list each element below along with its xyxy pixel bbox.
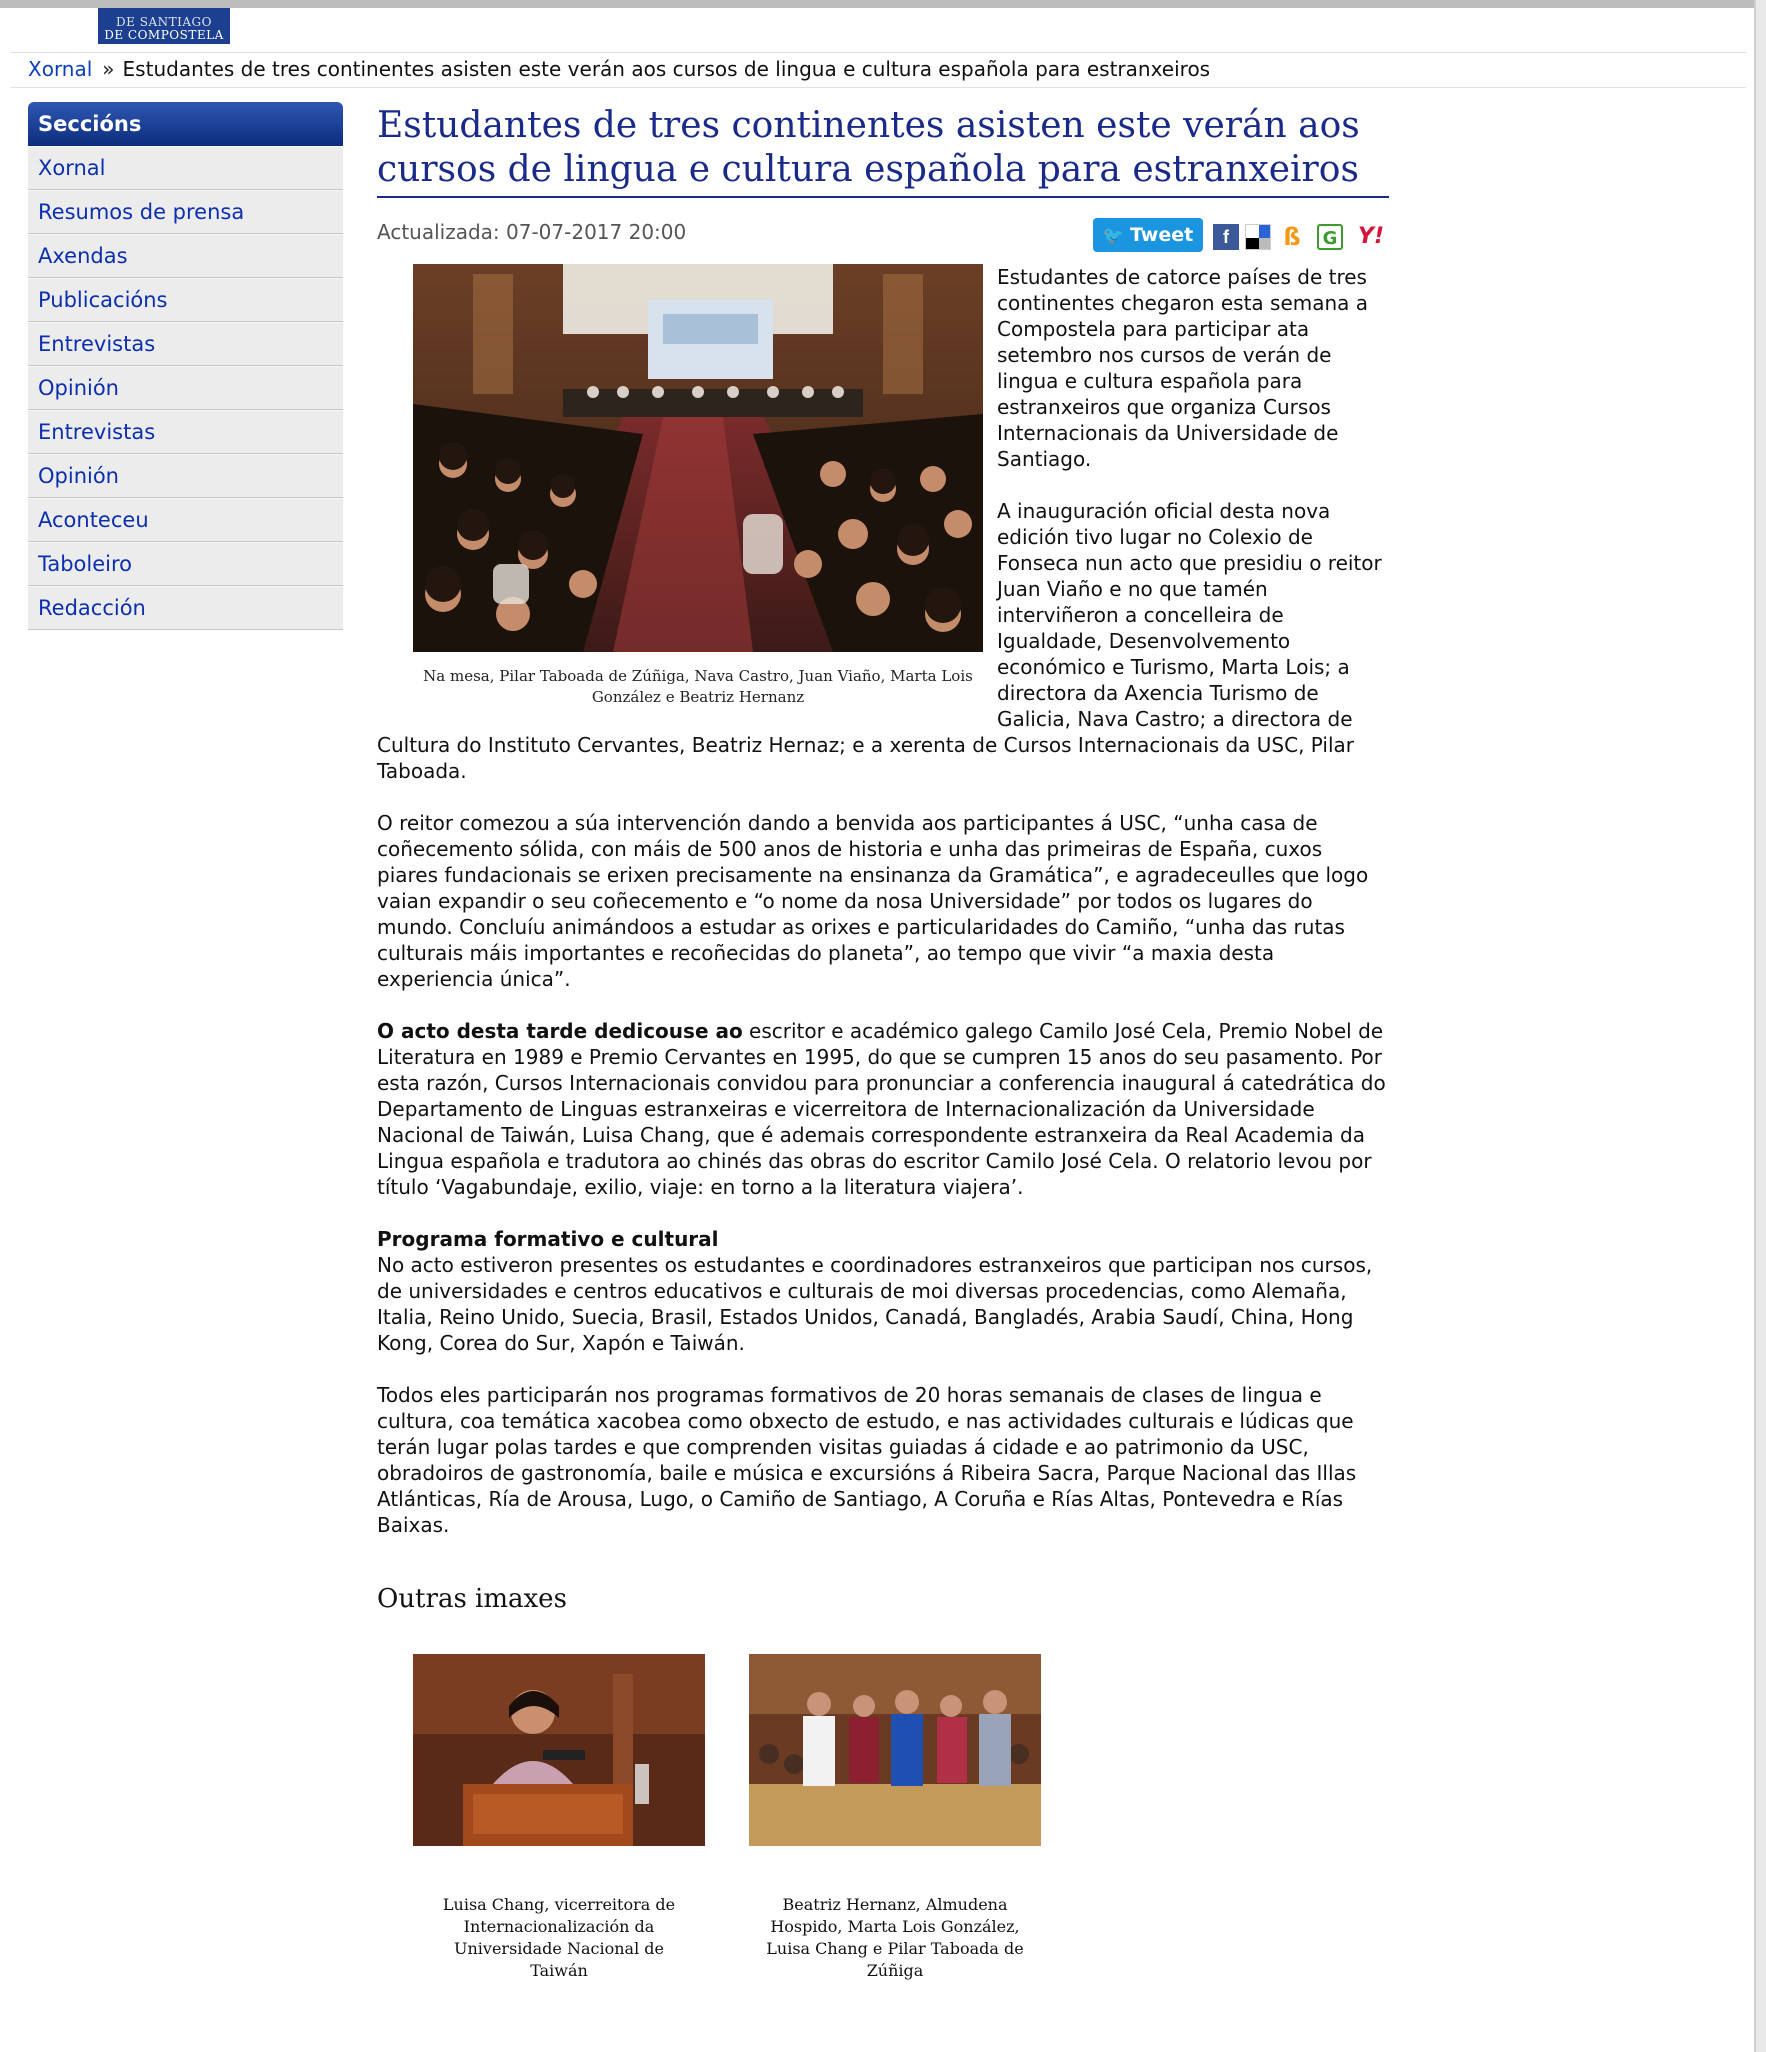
gallery-photo-group[interactable]: [749, 1654, 1041, 1846]
image-gallery: [377, 1654, 1389, 1984]
mixx-icon[interactable]: ß: [1283, 223, 1301, 251]
delicious-icon[interactable]: [1245, 224, 1271, 250]
other-images-title: Outras imaxes: [377, 1584, 567, 1614]
gallery-item: [749, 1654, 1041, 1982]
article-body: [377, 264, 1389, 1538]
speaker-illustration: [413, 1654, 705, 1846]
tweet-label: Tweet: [1129, 224, 1194, 246]
university-logo[interactable]: [98, 8, 230, 44]
breadcrumb-separator: »: [102, 57, 115, 81]
lead-photo-auditorium[interactable]: [413, 264, 983, 652]
gallery-caption: Beatriz Hernanz, Almudena Hospido, Marta Lois González, Luisa Chang e Pilar Taboada de Zúñiga: [766, 1895, 1024, 1980]
sidebar-item-aconteceu[interactable]: Aconteceu: [28, 498, 343, 542]
section-subheading: Programa formativo e cultural: [377, 1227, 719, 1251]
paragraph-5-text: No acto estiveron presentes os estudantes e coordinadores estranxeiros que participan nos cursos, de universidades e centros educativos e culturais de moi diversas procedencias, como Alemaña, Italia, Reino Unido, Suecia, Brasil, Estados Unidos, Canadá, Bangladés, Arabia Saudí, China, Hong Kong, Corea do Sur, Xapón e Taiwán.: [377, 1253, 1373, 1355]
breadcrumb: [10, 52, 1746, 88]
paragraph-4: [377, 1018, 1389, 1200]
sidebar-item-entrevistas-2[interactable]: Entrevistas: [28, 410, 343, 454]
gallery-caption: Luisa Chang, vicerreitora de Internacionalización da Universidade Nacional de Taiwán: [442, 1895, 676, 1980]
top-bar: [0, 0, 1754, 48]
paragraph-4-lead: O acto desta tarde dedicouse ao: [377, 1019, 743, 1043]
sidebar-sections: [28, 102, 343, 630]
group-illustration: [749, 1654, 1041, 1846]
google-bookmarks-icon[interactable]: G: [1317, 224, 1343, 250]
paragraph-1: Estudantes de catorce países de tres continentes chegaron esta semana a Compostela para participar ata setembro nos cursos de verán de lingua e cultura española para estranxeiros que organiza Cursos Internacionais da Universidade de Santiago.: [997, 265, 1369, 471]
sidebar-item-xornal[interactable]: Xornal: [28, 146, 343, 190]
paragraph-5: [377, 1226, 1389, 1356]
yahoo-icon[interactable]: Y!: [1358, 224, 1384, 249]
share-bar: [1089, 218, 1389, 258]
sidebar-item-entrevistas[interactable]: Entrevistas: [28, 322, 343, 366]
paragraph-2: A inauguración oficial desta nova edición tivo lugar no Colexio de Fonseca nun acto que presidiu o reitor Juan Viaño e no que tamén interviñeron a concelleira de Igualdade, Desenvolvemento económico e Turismo, Marta Lois; a directora da Axencia Turismo de Galicia, Nava Castro; a directora de Cultura do Instituto Cervantes, Beatriz Hernaz; e a xerenta de Cursos Internacionais da USC, Pilar Taboada.: [377, 499, 1382, 783]
gallery-photo-speaker[interactable]: [413, 1654, 705, 1846]
breadcrumb-current: Estudantes de tres continentes asisten este verán aos cursos de lingua e cultura española para estranxeiros: [122, 57, 1211, 81]
lead-figure: [413, 264, 983, 708]
sidebar-item-axendas[interactable]: Axendas: [28, 234, 343, 278]
sidebar-item-opinion-2[interactable]: Opinión: [28, 454, 343, 498]
sidebar-item-taboleiro[interactable]: Taboleiro: [28, 542, 343, 586]
article: [377, 104, 1389, 1984]
paragraph-3: O reitor comezou a súa intervención dando a benvida aos participantes á USC, “unha casa de coñecemento sólida, con máis de 500 anos de historia e unha das primeiras de España, cuxos piares fundacionais se erixen precisamente na ensinanza da Gramática”, e agradeceulles que logo vaian expandir o seu coñecemento e “o nome da nosa Universidade” por todos os lugares do mundo. Concluíu animándoos a estudar as orixes e particularidades do Camiño, “unha das rutas culturais máis importantes e recoñecidas do planeta”, ao tempo que vivir “a maxia desta experiencia única”.: [377, 811, 1369, 991]
sidebar-item-opinion[interactable]: Opinión: [28, 366, 343, 410]
breadcrumb-link-xornal[interactable]: Xornal: [28, 57, 93, 81]
sidebar-title: Seccións: [28, 102, 343, 146]
article-date: Actualizada: 07-07-2017 20:00: [377, 220, 687, 244]
sidebar-item-redaccion[interactable]: Redacción: [28, 586, 343, 630]
sidebar-item-publicacions[interactable]: Publicacións: [28, 278, 343, 322]
article-title: Estudantes de tres continentes asisten este verán aos cursos de lingua e cultura española para estranxeiros: [377, 104, 1389, 198]
facebook-icon[interactable]: f: [1213, 224, 1239, 250]
logo-line-1: DE SANTIAGO: [116, 15, 212, 29]
paragraph-6: Todos eles participarán nos programas formativos de 20 horas semanais de clases de lingua e cultura, coa temática xacobea como obxecto de estudo, e nas actividades culturais e lúdicas que terán lugar polas tardes e que comprenden visitas guiadas á cidade e ao patrimonio da USC, obradoiros de gastronomía, baile e música e excursións á Ribeira Sacra, Parque Nacional das Illas Atlánticas, Ría de Arousa, Lugo, o Camiño de Santiago, A Coruña e Rías Altas, Pontevedra e Rías Baixas.: [377, 1383, 1357, 1537]
lead-photo-caption: Na mesa, Pilar Taboada de Zúñiga, Nava Castro, Juan Viaño, Marta Lois González e Beatriz Hernanz: [423, 667, 973, 706]
auditorium-illustration: [413, 264, 983, 652]
sidebar-item-resumos-de-prensa[interactable]: Resumos de prensa: [28, 190, 343, 234]
tweet-button[interactable]: [1093, 218, 1203, 252]
paragraph-4-text: escritor e académico galego Camilo José Cela, Premio Nobel de Literatura en 1989 e Premio Cervantes en 1995, do que se cumpren 15 anos do seu pasamento. Por esta razón, Cursos Internacionais convidou para pronunciar a conferencia inaugural á catedrática do Departamento de Linguas estranxeiras e vicerreitora de Internacionalización da Universidade Nacional de Taiwán, Luisa Chang, que é ademais correspondente estranxeira da Real Academia da Lingua española e tradutora ao chinés das obras do escritor Camilo José Cela. O relatorio levou por título ‘Vagabundaje, exilio, viaje: en torno a la literatura viajera’.: [377, 1019, 1386, 1199]
twitter-bird-icon: 🐦: [1102, 226, 1124, 246]
gallery-item: [413, 1654, 705, 1982]
logo-line-2: DE COMPOSTELA: [104, 28, 224, 42]
article-meta: [377, 198, 1389, 264]
